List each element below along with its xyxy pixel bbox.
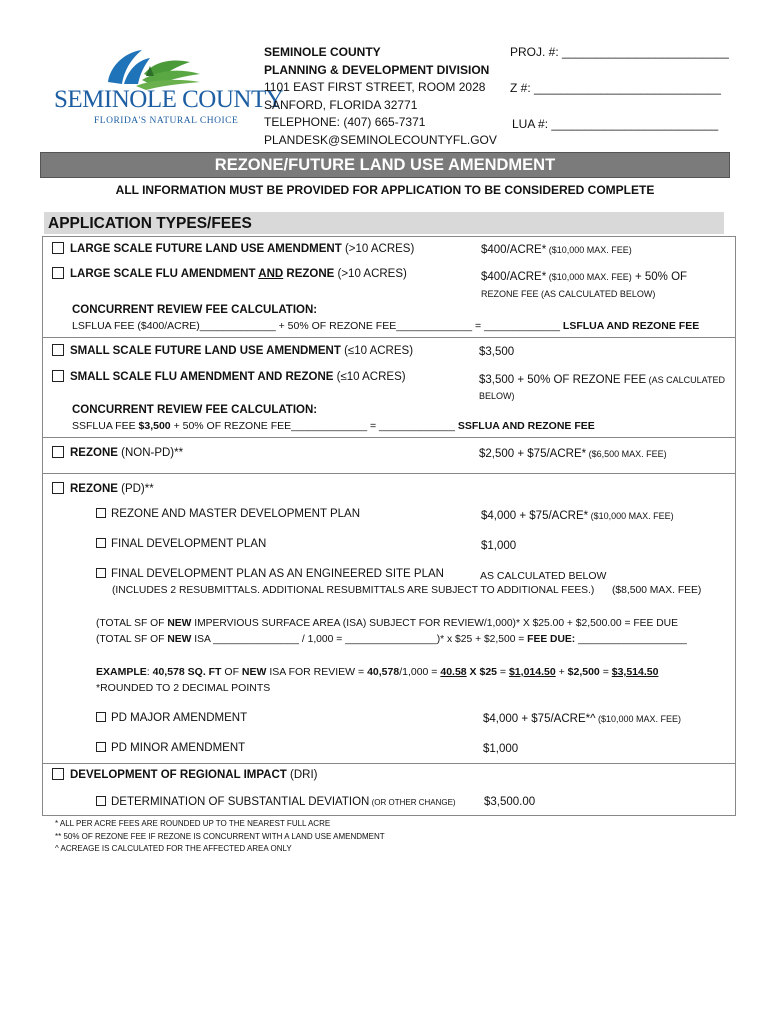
- footnote-acreage: ^ ACREAGE IS CALCULATED FOR THE AFFECTED AREA ONLY: [55, 844, 292, 853]
- dri-sub-checkbox[interactable]: [96, 796, 106, 806]
- street-address: 1101 EAST FIRST STREET, ROOM 2028: [264, 80, 486, 94]
- county-logo: [50, 44, 284, 132]
- example-n4: $2,500: [567, 666, 600, 678]
- pd-master-fee-amount: $4,000 + $75/ACRE*: [481, 510, 589, 522]
- rezone-nonpd-label: REZONE: [70, 447, 118, 459]
- pd-minor-checkbox[interactable]: [96, 742, 106, 752]
- page-subtitle: ALL INFORMATION MUST BE PROVIDED FOR APPLICATION TO BE CONSIDERED COMPLETE: [115, 183, 655, 197]
- logo-tagline: FLORIDA'S NATURAL CHOICE: [94, 116, 239, 126]
- example-sqft: 40,578 SQ. FT: [152, 666, 222, 678]
- ssflua-rezone-checkbox[interactable]: [52, 370, 64, 382]
- isa-l1-b: IMPERVIOUS SURFACE AREA (ISA) SUBJECT FOR REVIEW/1,000)* X $25.00 + $2,500.00 = FEE DUE: [191, 618, 678, 629]
- ssflua-suffix: (≤10 ACRES): [340, 345, 414, 357]
- footnote-rezone: ** 50% OF REZONE FEE IF REZONE IS CONCURRENT WITH A LAND USE AMENDMENT: [55, 831, 385, 841]
- lsflua-rezone-fee-note: ($10,000 MAX. FEE): [546, 272, 632, 282]
- pd-major-label: PD MAJOR AMENDMENT: [111, 712, 248, 724]
- pd-master-fee-note: ($10,000 MAX. FEE): [588, 511, 674, 521]
- concurrent2-calc-amount: $3,500: [138, 420, 171, 432]
- pd-major-option[interactable]: [96, 712, 247, 724]
- pd-final-option[interactable]: [96, 538, 266, 550]
- example-n2: 40.58: [440, 666, 467, 678]
- division-name: PLANNING & DEVELOPMENT DIVISION: [264, 62, 490, 77]
- rezone-pd-suffix: (PD)**: [117, 483, 154, 495]
- concurrent2-result: SSFLUA AND REZONE FEE: [457, 420, 595, 432]
- dri-sub-note: (OR OTHER CHANGE): [369, 798, 456, 807]
- telephone: TELEPHONE: (407) 665-7371: [264, 115, 426, 129]
- pd-final-site-label: FINAL DEVELOPMENT PLAN AS AN ENGINEERED SITE PLAN: [111, 568, 444, 580]
- footnotes: [55, 818, 385, 856]
- lsflua-checkbox[interactable]: [52, 242, 64, 254]
- rezone-pd-option[interactable]: [52, 482, 154, 495]
- example-sep-c: ISA FOR REVIEW =: [266, 666, 368, 678]
- pd-final-checkbox[interactable]: [96, 538, 106, 548]
- pd-master-option[interactable]: [96, 508, 360, 520]
- isa-l2-a: (TOTAL SF OF: [96, 634, 168, 645]
- dri-checkbox[interactable]: [52, 768, 64, 780]
- header-address: [264, 44, 497, 149]
- example-sep-a: :: [146, 666, 153, 678]
- isa-formula: [96, 616, 687, 648]
- lsflua-label: LARGE SCALE FUTURE LAND USE AMENDMENT: [70, 243, 342, 255]
- email: PLANDESK@SEMINOLECOUNTYFL.GOV: [264, 132, 497, 147]
- lsflua-rezone-fee-line2: REZONE FEE (AS CALCULATED BELOW): [481, 289, 656, 299]
- lsflua-option[interactable]: [52, 242, 414, 255]
- isa-l2-b[interactable]: ISA _______________ / 1,000 = ________________)* x $25 + $2,500 =: [191, 634, 528, 645]
- concurrent1-result: LSFLUA AND REZONE FEE: [562, 320, 700, 332]
- concurrent2-calc-b[interactable]: + 50% OF REZONE FEE_____________ = _____________: [170, 420, 458, 432]
- ssflua-rezone-fee: [479, 372, 725, 404]
- lsflua-rezone-fee-rest: + 50% OF: [631, 271, 688, 283]
- rezone-pd-checkbox[interactable]: [52, 482, 64, 494]
- example-n3: $1,014.50: [508, 666, 556, 678]
- pd-final-label: FINAL DEVELOPMENT PLAN: [111, 538, 267, 550]
- rezone-pd-label: REZONE: [70, 483, 118, 495]
- lsflua-rezone-checkbox[interactable]: [52, 267, 64, 279]
- lsflua-rezone-label-b: REZONE: [283, 268, 335, 280]
- ssflua-rezone-suffix: (≤10 ACRES): [333, 371, 406, 383]
- proj-number-field[interactable]: PROJ. #: _________________________: [510, 45, 729, 59]
- ssflua-rezone-option[interactable]: [52, 370, 406, 383]
- concurrent2-calc-a: SSFLUA FEE: [72, 420, 139, 432]
- dri-sub-label: DETERMINATION OF SUBSTANTIAL DEVIATION: [111, 796, 370, 808]
- pd-minor-option[interactable]: [96, 742, 245, 754]
- ssflua-option[interactable]: [52, 344, 413, 357]
- page-title: REZONE/FUTURE LAND USE AMENDMENT: [214, 156, 556, 174]
- pd-major-fee-note: ($10,000 MAX. FEE): [595, 714, 682, 724]
- section-header: [44, 212, 724, 234]
- county-name: SEMINOLE COUNTY: [264, 45, 381, 59]
- example-new: NEW: [241, 666, 267, 678]
- pd-master-checkbox[interactable]: [96, 508, 106, 518]
- z-number-field[interactable]: Z #: ____________________________: [510, 81, 721, 95]
- pd-minor-label: PD MINOR AMENDMENT: [111, 742, 246, 754]
- dri-label: DEVELOPMENT OF REGIONAL IMPACT: [70, 769, 287, 781]
- dri-sub-fee: $3,500.00: [484, 796, 536, 808]
- ssflua-rezone-fee-amount: $3,500 + 50% OF REZONE FEE: [479, 374, 647, 386]
- concurrent1-calc[interactable]: LSFLUA FEE ($400/ACRE)_____________ + 50% OF REZONE FEE_____________ = _____________: [72, 320, 563, 332]
- pd-master-label: REZONE AND MASTER DEVELOPMENT PLAN: [111, 508, 361, 520]
- footnote-acre: * ALL PER ACRE FEES ARE ROUNDED UP TO THE NEAREST FULL ACRE: [55, 819, 331, 828]
- rezone-nonpd-suffix: (NON-PD)**: [117, 447, 184, 459]
- lua-number-field[interactable]: LUA #: _________________________: [512, 117, 719, 131]
- concurrent1-title: CONCURRENT REVIEW FEE CALCULATION:: [72, 304, 318, 316]
- pd-final-fee: $1,000: [481, 540, 517, 552]
- rezone-nonpd-fee-note: ($6,500 MAX. FEE): [586, 449, 667, 459]
- example-n5: $3,514.50: [611, 666, 659, 678]
- example-label: EXAMPLE: [96, 666, 147, 678]
- concurrent2-title: CONCURRENT REVIEW FEE CALCULATION:: [72, 404, 318, 416]
- pd-final-site-max: ($8,500 MAX. FEE): [612, 585, 702, 596]
- lsflua-rezone-fee-amount: $400/ACRE*: [481, 271, 547, 283]
- lsflua-fee-amount: $400/ACRE*: [481, 244, 547, 256]
- lsflua-suffix: (>10 ACRES): [341, 243, 415, 255]
- lsflua-rezone-option[interactable]: [52, 267, 407, 280]
- example-x25: X $25: [466, 666, 497, 678]
- title-bar: [40, 152, 730, 178]
- ssflua-rezone-fee-line2: BELOW): [479, 391, 515, 401]
- example-block: [96, 664, 658, 696]
- lsflua-rezone-suffix: (>10 ACRES): [334, 268, 407, 280]
- isa-l1-new: NEW: [167, 618, 192, 629]
- isa-fee-due-blank[interactable]: ___________________: [575, 634, 687, 645]
- pd-final-site-option[interactable]: [96, 568, 444, 580]
- pd-final-site-checkbox[interactable]: [96, 568, 106, 578]
- ssflua-label: SMALL SCALE FUTURE LAND USE AMENDMENT: [70, 345, 341, 357]
- rezone-nonpd-fee-amount: $2,500 + $75/ACRE*: [479, 448, 587, 460]
- pd-major-fee-amount: $4,000 + $75/ACRE*^: [483, 713, 596, 725]
- dri-sub-option[interactable]: [96, 796, 456, 808]
- example-sep-h: =: [599, 666, 612, 678]
- logo-name: SEMINOLE COUNTY: [54, 86, 284, 113]
- example-sep-b: OF: [221, 666, 242, 678]
- ssflua-fee: $3,500: [479, 346, 515, 358]
- lsflua-fee: [481, 244, 632, 256]
- example-sep-f: =: [497, 666, 509, 678]
- concurrent-calc-2: [72, 402, 595, 434]
- pd-final-site-fee: AS CALCULATED BELOW: [480, 570, 607, 582]
- rezone-nonpd-fee: [479, 448, 667, 460]
- section-title: APPLICATION TYPES/FEES: [48, 215, 252, 232]
- concurrent-calc-1: [72, 302, 699, 334]
- dri-option[interactable]: [52, 768, 317, 781]
- rezone-nonpd-checkbox[interactable]: [52, 446, 64, 458]
- pd-master-fee: [481, 510, 674, 522]
- pd-minor-fee: $1,000: [483, 743, 519, 755]
- lsflua-rezone-fee: [481, 269, 687, 303]
- pd-final-site-note: (INCLUDES 2 RESUBMITTALS. ADDITIONAL RESUBMITTALS ARE SUBJECT TO ADDITIONAL FEES.): [112, 585, 595, 596]
- rezone-nonpd-option[interactable]: [52, 446, 183, 459]
- isa-l1-a: (TOTAL SF OF: [96, 618, 168, 629]
- pd-major-checkbox[interactable]: [96, 712, 106, 722]
- example-n1: 40,578: [367, 666, 400, 678]
- example-sep-d: /1,000 =: [399, 666, 441, 678]
- city-address: SANFORD, FLORIDA 32771: [264, 97, 418, 112]
- lsflua-rezone-label-and: AND: [258, 268, 284, 280]
- ssflua-rezone-label: SMALL SCALE FLU AMENDMENT AND REZONE: [70, 371, 334, 383]
- isa-l2-new: NEW: [167, 634, 192, 645]
- pd-major-fee: [483, 713, 681, 725]
- example-rounded: *ROUNDED TO 2 DECIMAL POINTS: [96, 682, 271, 694]
- dri-suffix: (DRI): [286, 769, 318, 781]
- isa-fee-due-label: FEE DUE:: [527, 634, 576, 645]
- example-sep-g: +: [555, 666, 568, 678]
- ssflua-rezone-fee-note: (AS CALCULATED: [646, 375, 725, 385]
- lsflua-fee-note: ($10,000 MAX. FEE): [546, 245, 632, 255]
- ssflua-checkbox[interactable]: [52, 344, 64, 356]
- lsflua-rezone-label-a: LARGE SCALE FLU AMENDMENT: [70, 268, 259, 280]
